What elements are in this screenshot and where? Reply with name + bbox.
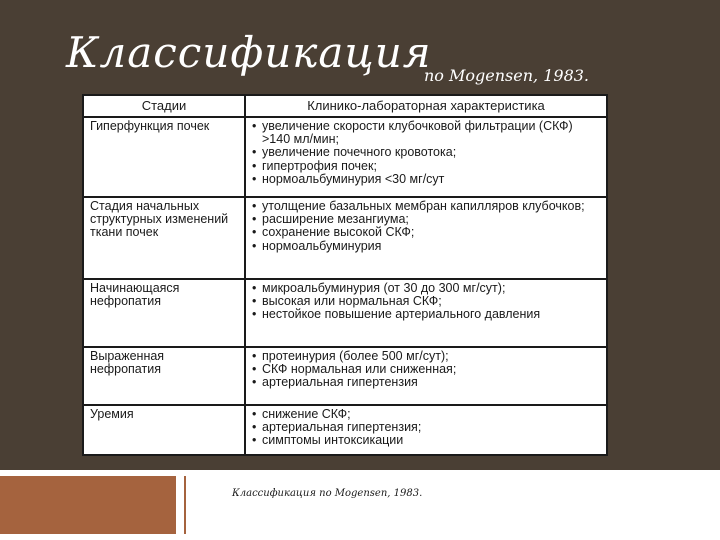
list-item: • расширение мезангиума; [252, 213, 600, 226]
list-item: • симптомы интоксикации [252, 434, 600, 447]
characteristics-cell [245, 117, 607, 197]
classification-table [82, 94, 608, 456]
characteristics-list [252, 200, 600, 253]
list-item: • утолщение базальных мембран капилляров клубочков; [252, 200, 600, 213]
characteristics-list [252, 350, 600, 390]
list-item: • сохранение высокой СКФ; [252, 226, 600, 239]
table-row [83, 279, 607, 347]
list-item: • микроальбуминурия (от 30 до 300 мг/сут); [252, 282, 600, 295]
list-item: • гипертрофия почек; [252, 160, 600, 173]
table-row [83, 347, 607, 405]
footer-accent-left [0, 476, 176, 534]
characteristics-cell [245, 405, 607, 455]
characteristics-list [252, 282, 600, 322]
classification-table-container [82, 94, 606, 454]
list-item: • увеличение скорости клубочковой фильтрации (СКФ) >140 мл/мин; [252, 120, 600, 146]
list-item: • протеинурия (более 500 мг/сут); [252, 350, 600, 363]
slide-title: Классификация [66, 28, 432, 77]
list-item: • высокая или нормальная СКФ; [252, 295, 600, 308]
footer-caption: Классификация по Mogensen, 1983. [232, 488, 423, 499]
list-item: • нестойкое повышение артериального давления [252, 308, 600, 321]
characteristics-list [252, 120, 600, 186]
table-row [83, 197, 607, 279]
header-stages: Стадии [83, 95, 245, 117]
list-item: • артериальная гипертензия [252, 376, 600, 389]
table-row [83, 117, 607, 197]
characteristics-cell [245, 197, 607, 279]
table-header-row [83, 95, 607, 117]
header-characteristics: Клинико-лабораторная характеристика [245, 95, 607, 117]
characteristics-cell [245, 347, 607, 405]
footer-text-area [186, 476, 720, 534]
table-row [83, 405, 607, 455]
list-item: • СКФ нормальная или сниженная; [252, 363, 600, 376]
list-item: • снижение СКФ; [252, 408, 600, 421]
stage-cell: Выраженная нефропатия [83, 347, 245, 405]
list-item: • нормоальбуминурия [252, 240, 600, 253]
list-item: • артериальная гипертензия; [252, 421, 600, 434]
slide-subtitle: по Mogensen, 1983. [424, 66, 590, 85]
stage-cell: Начинающаяся нефропатия [83, 279, 245, 347]
stage-cell: Уремия [83, 405, 245, 455]
characteristics-list [252, 408, 600, 448]
characteristics-cell [245, 279, 607, 347]
stage-cell: Гиперфункция почек [83, 117, 245, 197]
list-item: • увеличение почечного кровотока; [252, 146, 600, 159]
list-item: • нормоальбуминурия <30 мг/сут [252, 173, 600, 186]
stage-cell: Стадия начальных структурных изменений ткани почек [83, 197, 245, 279]
footer-band [0, 470, 720, 540]
